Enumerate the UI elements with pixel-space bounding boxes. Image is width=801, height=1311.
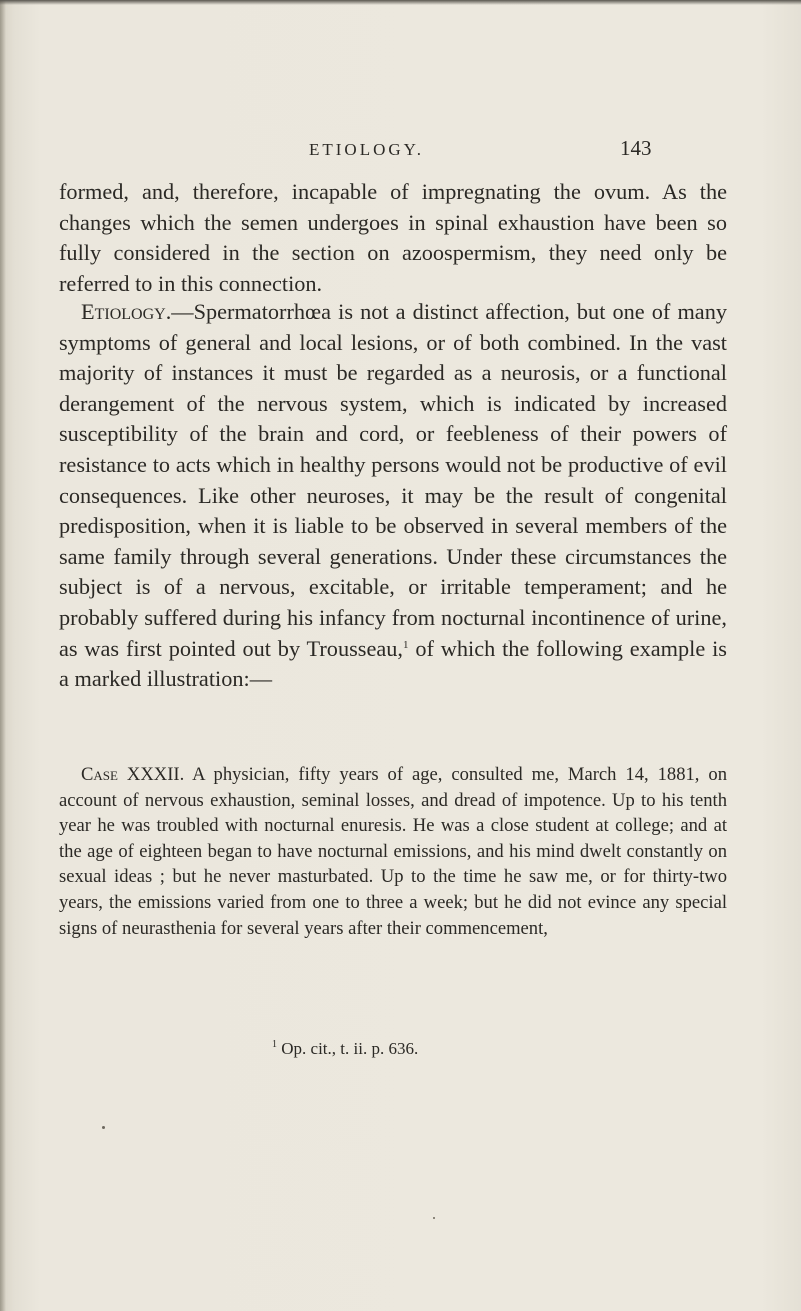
section-heading-etiology: Etiology. — [81, 299, 172, 324]
paper-speck — [433, 1217, 435, 1219]
etiology-text-part2: of which the following example is a marked illustration:— — [59, 635, 727, 692]
case-heading: Case XXXII. — [81, 764, 185, 785]
case-text: A physician, fifty years of age, consulted me, March 14, 1881, on account of nervous exhaustion, seminal losses, and dread of impotence. Up to his tenth year he was troubled with nocturnal enuresis. He was a close student at college; and at the age of eighteen began to have nocturnal emissions, and his mind dwelt constantly on sexual ideas ; but he never masturbated. Up to the time he saw me, or for thirty-two years, the emissions varied from one to three a week; but he did not evince any special signs of neurasthenia for several years after their commencement, — [59, 764, 727, 939]
case-report — [59, 762, 727, 941]
paragraph-etiology — [59, 297, 727, 695]
etiology-text-part1: —Spermatorrhœa is not a distinct affection, but one of many symptoms of general and local lesions, or of both combined. In the vast majority of instances it must be regarded as a neurosis, or a functional derangement of the nervous system, which is indicated by increased susceptibility of the brain and cord, or feebleness of their powers of resistance to acts which in healthy persons would not be productive of evil consequences. Like other neuroses, it may be the result of congenital predisposition, when it is liable to be observed in several members of the same family through several generations. Under these circumstances the subject is of a nervous, excitable, or irritable temperament; and he probably suffered during his infancy from nocturnal incontinence of urine, as was first pointed out by Trousseau, — [59, 299, 727, 661]
page-top-edge — [0, 0, 801, 5]
footnote-text: Op. cit., t. ii. p. 636. — [277, 1039, 419, 1058]
footnote-mark: 1 — [272, 1039, 277, 1050]
footnote — [272, 1039, 418, 1059]
page-number: 143 — [620, 136, 652, 160]
paper-speck — [102, 1126, 105, 1129]
running-head: ETIOLOGY. — [309, 140, 424, 159]
paragraph-continuation: formed, and, therefore, incapable of impregnating the ovum. As the changes which the semen undergoes in spinal exhaustion have been so fully considered in the section on azoospermism, they need only be referred to in this connection. — [59, 179, 727, 296]
binding-shadow — [0, 0, 6, 1311]
footnote-reference: 1 — [402, 638, 409, 651]
